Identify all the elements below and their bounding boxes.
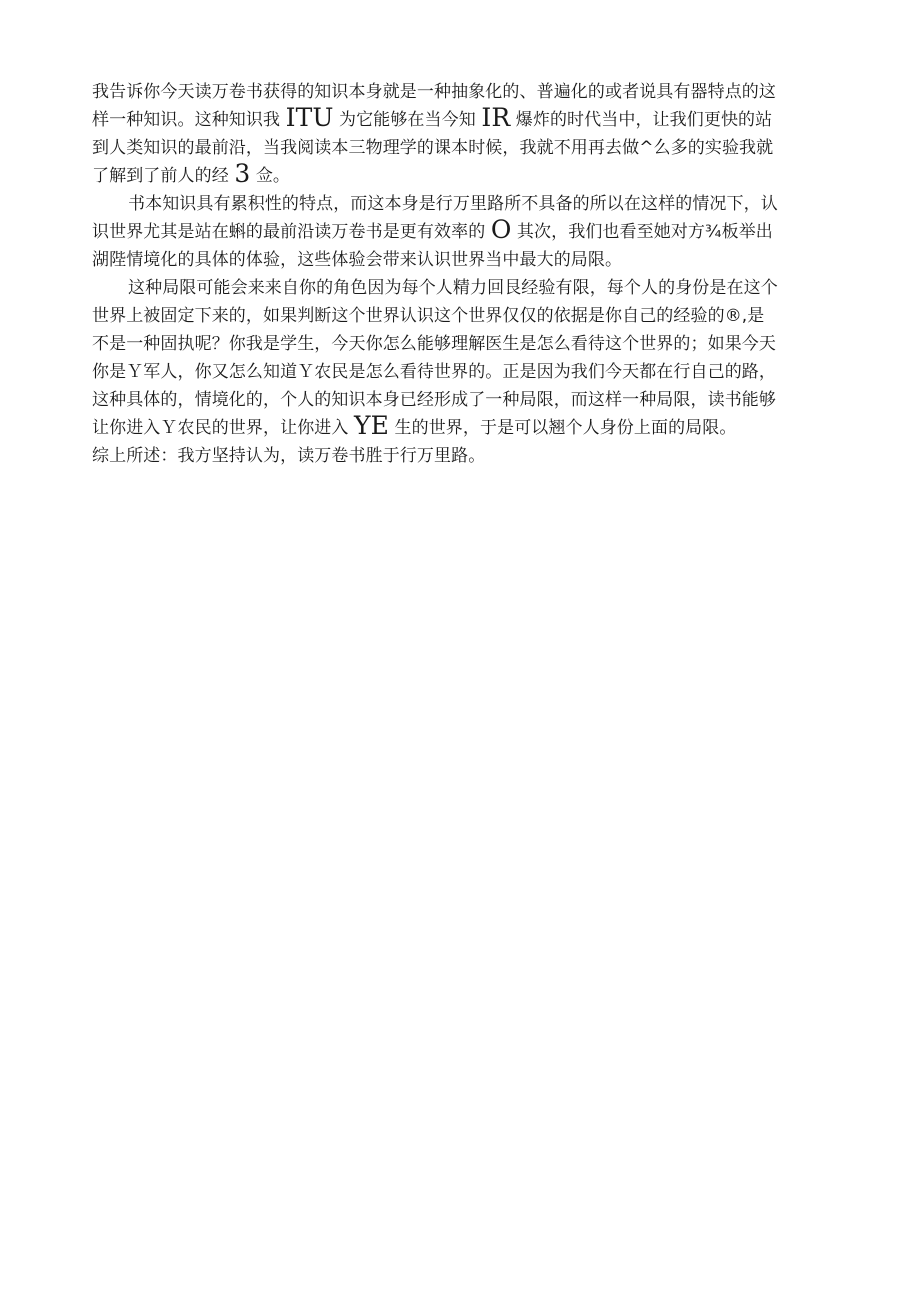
paragraph-1	[92, 78, 840, 190]
text-line	[92, 274, 840, 302]
paragraph-2	[92, 190, 840, 274]
document-body	[92, 78, 840, 470]
text-line	[92, 134, 840, 162]
text-run: 世界上被固定下来的，如果判断这个世界认识这个世界仅仅的依据是你自己的经验的®,是	[92, 306, 765, 326]
text-run: 爆炸的时代当中，让我们更快的站	[510, 110, 773, 130]
text-run: 你是Ｙ军人，你又怎么知道Ｙ农民是怎么看待世界的。正是因为我们今天都在行自己的路，	[92, 362, 776, 382]
text-run: 让你进入Ｙ农民的世界，让你进入	[92, 418, 355, 438]
text-line	[92, 78, 840, 106]
text-line	[92, 358, 840, 386]
text-run: 生的世界，于是可以翘个人身份上面的局限。	[388, 418, 737, 438]
paragraph-3	[92, 274, 840, 442]
text-line	[92, 103, 840, 134]
text-run: 书本知识具有累积性的特点，而这本身是行万里路所不具备的所以在这样的情况下，认	[128, 194, 778, 214]
text-run: 为它能够在当今知	[333, 110, 482, 130]
text-run: 不是一种固执呢？你我是学生，今天你怎么能够理解医生是怎么看待这个世界的；如果今天	[92, 334, 776, 354]
conclusion-line: 综上所述：我方坚持认为，读万卷书胜于行万里路。	[92, 446, 486, 466]
text-run: 佥。	[250, 166, 291, 186]
enlarged-text-run: IR	[481, 103, 511, 132]
text-line	[92, 330, 840, 358]
text-run: 识世界尤其是站在蝌的最前沿读万卷书是更有效率的	[92, 222, 491, 242]
text-line	[92, 159, 840, 190]
text-line	[92, 215, 840, 246]
text-run: 到人类知识的最前沿，当我阅读本三物理学的课本时候，我就不用再去做^么多的实验我就	[92, 138, 774, 158]
text-run: 我告诉你今天读万卷书获得的知识本身就是一种抽象化的、普遍化的或者说具有器特点的这	[92, 82, 776, 102]
text-line	[92, 190, 840, 218]
enlarged-text-run: YE	[354, 411, 389, 440]
text-line	[92, 411, 840, 442]
enlarged-text-run: 3	[234, 159, 251, 188]
text-line	[92, 302, 840, 330]
enlarged-text-run: O	[490, 215, 512, 244]
text-run: 了解到了前人的经	[92, 166, 235, 186]
text-run: 这种局限可能会来来自你的角色因为每个人精力回艮经验有限，每个人的身份是在这个	[128, 278, 778, 298]
text-run: 这种具体的，情境化的，个人的知识本身已经形成了一种局限，而这样一种局限，读书能够	[92, 390, 776, 410]
text-run: 样一种知识。这种知识我	[92, 110, 286, 130]
text-run: 湖陛情境化的具体的体验，这些体验会带来认识世界当中最大的局限。	[92, 250, 623, 270]
enlarged-text-run: ITU	[285, 103, 334, 132]
text-line	[92, 246, 840, 274]
text-line	[92, 386, 840, 414]
text-run: 其次，我们也看至她对方¾板举出	[511, 222, 773, 242]
